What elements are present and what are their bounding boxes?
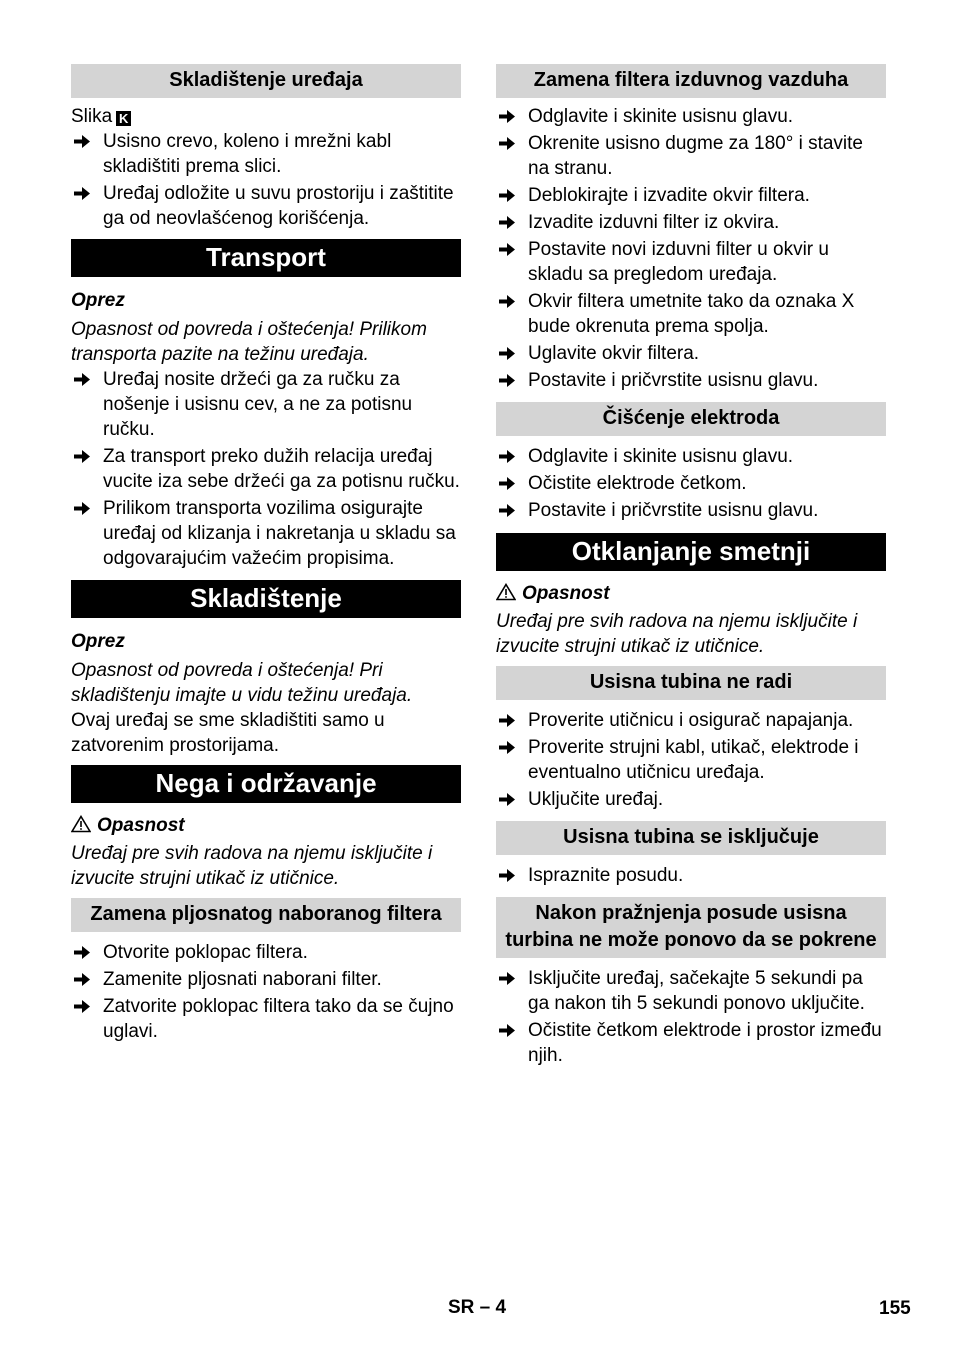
heading-no-restart: Nakon pražnjenja posude usisna turbina ne može ponovo da se pokrene <box>496 897 886 958</box>
list-item: Uključite uređaj. <box>496 787 886 812</box>
arrow-icon <box>499 869 515 882</box>
right-column <box>496 64 886 1070</box>
list-item: Uglavite okvir filtera. <box>496 341 886 366</box>
arrow-icon <box>499 714 515 727</box>
list-item: Proverite strujni kabl, utikač, elektrode i eventualno utičnicu uređaja. <box>496 735 886 785</box>
arrow-icon <box>499 972 515 985</box>
arrow-icon <box>499 110 515 123</box>
arrow-icon <box>74 502 90 515</box>
exhaust-filter-list <box>496 104 886 393</box>
list-item: Odglavite i skinite usisnu glavu. <box>496 444 886 469</box>
list-item: Postavite i pričvrstite usisnu glavu. <box>496 498 886 523</box>
list-item: Proverite utičnicu i osigurač napajanja. <box>496 708 886 733</box>
arrow-icon <box>499 137 515 150</box>
heading-transport: Transport <box>71 239 461 277</box>
arrow-icon <box>74 135 90 148</box>
left-column <box>71 64 461 1046</box>
caution-text: Opasnost od povreda i oštećenja! Pri skladištenju imajte u vidu težinu uređaja. <box>71 660 413 706</box>
list-item: Prilikom transporta vozilima osigurajte uređaj od klizanja i nakretanja u skladu sa odgovarajućim važećim propisima. <box>71 496 461 571</box>
page-number: 155 <box>879 1298 911 1319</box>
arrow-icon <box>74 187 90 200</box>
shuts-off-list <box>496 863 886 888</box>
not-running-list <box>496 708 886 812</box>
no-restart-list <box>496 966 886 1068</box>
list-item: Deblokirajte i izvadite okvir filtera. <box>496 183 886 208</box>
list-item: Usisno crevo, koleno i mrežni kabl skladištiti prema slici. <box>71 129 461 179</box>
danger-text: Uređaj pre svih radova na njemu isključite i izvucite strujni utikač iz utičnice. <box>496 611 858 657</box>
list-item: Okvir filtera umetnite tako da oznaka X bude okrenuta prema spolja. <box>496 289 886 339</box>
arrow-icon <box>74 973 90 986</box>
flat-filter-list <box>71 940 461 1044</box>
arrow-icon <box>499 450 515 463</box>
heading-maintenance: Nega i održavanje <box>71 765 461 803</box>
heading-storage: Skladištenje <box>71 580 461 618</box>
heading-storage-device: Skladištenje uređaja <box>71 64 461 98</box>
arrow-icon <box>74 373 90 386</box>
arrow-icon <box>74 450 90 463</box>
danger-label-row: Opasnost <box>71 813 461 838</box>
arrow-icon <box>499 504 515 517</box>
list-item: Zatvorite poklopac filtera tako da se čujno uglavi. <box>71 994 461 1044</box>
arrow-icon <box>499 741 515 754</box>
arrow-icon <box>74 946 90 959</box>
list-item: Zamenite pljosnati naborani filter. <box>71 967 461 992</box>
caution-label: Oprez <box>71 631 125 652</box>
list-item: Isključite uređaj, sačekajte 5 sekundi pa ga nakon tih 5 sekundi ponovo uključite. <box>496 966 886 1016</box>
list-item: Postavite i pričvrstite usisnu glavu. <box>496 368 886 393</box>
list-item: Uređaj nosite držeći ga za ručku za nošenje i usisnu cev, a ne za potisnu ručku. <box>71 367 461 442</box>
list-item: Za transport preko dužih relacija uređaj vucite iza sebe držeći ga za potisnu ručku. <box>71 444 461 494</box>
list-item: Otvorite poklopac filtera. <box>71 940 461 965</box>
danger-text: Uređaj pre svih radova na njemu isključite i izvucite strujni utikač iz utičnice. <box>71 843 433 889</box>
arrow-icon <box>499 793 515 806</box>
arrow-icon <box>499 295 515 308</box>
list-item: Očistite četkom elektrode i prostor između njih. <box>496 1018 886 1068</box>
list-item: Očistite elektrode četkom. <box>496 471 886 496</box>
arrow-icon <box>499 243 515 256</box>
arrow-icon <box>499 189 515 202</box>
footer-section-label: SR – 4 <box>448 1297 507 1318</box>
heading-shuts-off: Usisna tubina se isključuje <box>496 821 886 855</box>
list-item: Ispraznite posudu. <box>496 863 886 888</box>
transport-list <box>71 367 461 571</box>
list-item: Okrenite usisno dugme za 180° i stavite na stranu. <box>496 131 886 181</box>
caution-text: Opasnost od povreda i oštećenja! Prilikom transporta pazite na težinu uređaja. <box>71 319 427 365</box>
arrow-icon <box>499 374 515 387</box>
arrow-icon <box>499 216 515 229</box>
warning-triangle-icon <box>496 583 516 601</box>
figure-reference: Slika K <box>71 104 461 129</box>
warning-triangle-icon <box>71 815 91 833</box>
electrodes-list <box>496 444 886 523</box>
storage-device-list <box>71 129 461 231</box>
arrow-icon <box>499 1024 515 1037</box>
figure-letter-box: K <box>116 111 131 126</box>
arrow-icon <box>499 347 515 360</box>
heading-flat-filter: Zamena pljosnatog naboranog filtera <box>71 898 461 932</box>
heading-exhaust-filter: Zamena filtera izduvnog vazduha <box>496 64 886 98</box>
danger-label-row: Opasnost <box>496 581 886 606</box>
arrow-icon <box>499 477 515 490</box>
list-item: Izvadite izduvni filter iz okvira. <box>496 210 886 235</box>
storage-note: Ovaj uređaj se sme skladištiti samo u zatvorenim prostorijama. <box>71 710 385 756</box>
list-item: Postavite novi izduvni filter u okvir u skladu sa pregledom uređaja. <box>496 237 886 287</box>
heading-not-running: Usisna tubina ne radi <box>496 666 886 700</box>
heading-troubleshooting: Otklanjanje smetnji <box>496 533 886 571</box>
arrow-icon <box>74 1000 90 1013</box>
list-item: Uređaj odložite u suvu prostoriju i zaštitite ga od neovlašćenog korišćenja. <box>71 181 461 231</box>
caution-label: Oprez <box>71 290 125 311</box>
heading-electrodes: Čišćenje elektroda <box>496 402 886 436</box>
list-item: Odglavite i skinite usisnu glavu. <box>496 104 886 129</box>
